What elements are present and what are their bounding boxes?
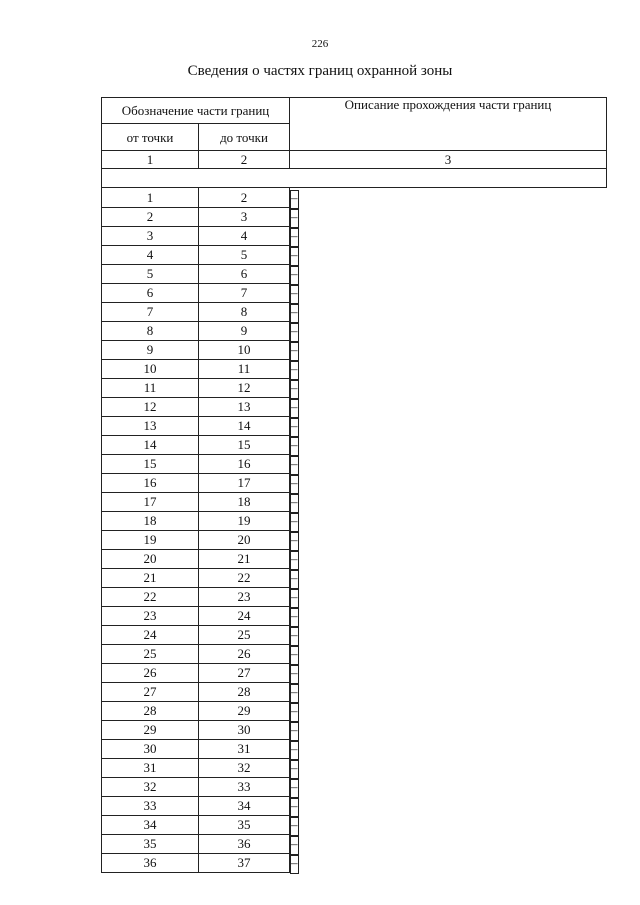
from-point-cell: 20 (102, 549, 199, 568)
description-cell: – (290, 722, 299, 741)
header-description: Описание прохождения части границ (290, 98, 607, 151)
from-point-cell: 24 (102, 625, 199, 644)
from-point-cell: 6 (102, 283, 199, 302)
table-row (102, 720, 607, 739)
description-cell: – (290, 646, 299, 665)
table-row (102, 359, 607, 378)
to-point-cell: 13 (199, 397, 290, 416)
header-boundary-designation: Обозначение части границ (102, 98, 290, 124)
table-row (102, 321, 607, 340)
table-body (102, 151, 607, 873)
table-row (102, 853, 607, 872)
table-row (102, 777, 607, 796)
to-point-cell: 33 (199, 777, 290, 796)
table-row (102, 511, 607, 530)
description-cell: – (290, 779, 299, 798)
column-number: 2 (199, 151, 290, 169)
description-cell: – (290, 266, 299, 285)
to-point-cell: 8 (199, 302, 290, 321)
to-point-cell: 26 (199, 644, 290, 663)
description-cell: – (290, 323, 299, 342)
table-row (102, 701, 607, 720)
table-row (102, 302, 607, 321)
from-point-cell: 13 (102, 416, 199, 435)
description-cell: – (290, 418, 299, 437)
description-cell: – (290, 627, 299, 646)
table-row (102, 606, 607, 625)
from-point-cell: 31 (102, 758, 199, 777)
to-point-cell: 5 (199, 245, 290, 264)
to-point-cell: 34 (199, 796, 290, 815)
to-point-cell: 28 (199, 682, 290, 701)
table-row (102, 682, 607, 701)
description-cell: – (290, 247, 299, 266)
to-point-cell: 19 (199, 511, 290, 530)
description-cell: – (290, 342, 299, 361)
from-point-cell: 29 (102, 720, 199, 739)
to-point-cell: 6 (199, 264, 290, 283)
to-point-cell: 3 (199, 207, 290, 226)
description-cell: – (290, 361, 299, 380)
table-row (102, 568, 607, 587)
to-point-cell: 32 (199, 758, 290, 777)
to-point-cell: 30 (199, 720, 290, 739)
table-row (102, 397, 607, 416)
table-row (102, 264, 607, 283)
table-row (102, 758, 607, 777)
from-point-cell: 8 (102, 321, 199, 340)
to-point-cell: 11 (199, 359, 290, 378)
to-point-cell: 4 (199, 226, 290, 245)
description-cell: – (290, 437, 299, 456)
table-row (102, 283, 607, 302)
from-point-cell: 36 (102, 853, 199, 872)
from-point-cell: 35 (102, 834, 199, 853)
page-number: 226 (311, 38, 329, 50)
table-row (102, 587, 607, 606)
from-point-cell: 26 (102, 663, 199, 682)
to-point-cell: 9 (199, 321, 290, 340)
header-from-point: от точки (102, 124, 199, 151)
to-point-cell: 15 (199, 435, 290, 454)
to-point-cell: 21 (199, 549, 290, 568)
boundary-parts-table (101, 97, 607, 873)
table-row (102, 245, 607, 264)
from-point-cell: 21 (102, 568, 199, 587)
to-point-cell: 16 (199, 454, 290, 473)
to-point-cell: 7 (199, 283, 290, 302)
from-point-cell: 30 (102, 739, 199, 758)
to-point-cell: 25 (199, 625, 290, 644)
description-cell: – (290, 532, 299, 551)
description-cell: – (290, 475, 299, 494)
to-point-cell: 37 (199, 853, 290, 872)
to-point-cell: 17 (199, 473, 290, 492)
to-point-cell: 23 (199, 587, 290, 606)
from-point-cell: 9 (102, 340, 199, 359)
description-cell: – (290, 665, 299, 684)
from-point-cell: 10 (102, 359, 199, 378)
from-point-cell: 19 (102, 530, 199, 549)
table-row (102, 815, 607, 834)
header-to-point: до точки (199, 124, 290, 151)
from-point-cell: 27 (102, 682, 199, 701)
to-point-cell: 10 (199, 340, 290, 359)
table-row (102, 530, 607, 549)
description-cell: – (290, 399, 299, 418)
description-cell: – (290, 551, 299, 570)
description-cell: – (290, 703, 299, 722)
description-cell: – (290, 760, 299, 779)
from-point-cell: 2 (102, 207, 199, 226)
description-cell: – (290, 380, 299, 399)
table-row (102, 226, 607, 245)
table-row (102, 663, 607, 682)
table-row (102, 796, 607, 815)
table-row (102, 834, 607, 853)
from-point-cell: 11 (102, 378, 199, 397)
description-cell: – (290, 456, 299, 475)
description-cell: – (290, 855, 299, 874)
from-point-cell: 1 (102, 188, 199, 208)
from-point-cell: 14 (102, 435, 199, 454)
table-row (102, 454, 607, 473)
from-point-cell: 16 (102, 473, 199, 492)
description-cell: – (290, 741, 299, 760)
table-row (102, 340, 607, 359)
description-cell: – (290, 836, 299, 855)
to-point-cell: 20 (199, 530, 290, 549)
table-row (102, 549, 607, 568)
to-point-cell: 24 (199, 606, 290, 625)
description-cell: – (290, 817, 299, 836)
column-number: 3 (290, 151, 607, 169)
description-cell: – (290, 513, 299, 532)
to-point-cell: 35 (199, 815, 290, 834)
description-cell: – (290, 285, 299, 304)
from-point-cell: 17 (102, 492, 199, 511)
from-point-cell: 34 (102, 815, 199, 834)
from-point-cell: 28 (102, 701, 199, 720)
document-title: Сведения о частях границ охранной зоны (187, 63, 453, 79)
to-point-cell: 27 (199, 663, 290, 682)
description-cell: – (290, 570, 299, 589)
table-row (102, 435, 607, 454)
to-point-cell: 36 (199, 834, 290, 853)
description-cell: – (290, 684, 299, 703)
to-point-cell: 31 (199, 739, 290, 758)
from-point-cell: 7 (102, 302, 199, 321)
from-point-cell: 32 (102, 777, 199, 796)
table-row (102, 416, 607, 435)
from-point-cell: 12 (102, 397, 199, 416)
to-point-cell: 2 (199, 188, 290, 208)
table-row (102, 625, 607, 644)
from-point-cell: 15 (102, 454, 199, 473)
description-cell: – (290, 209, 299, 228)
to-point-cell: 29 (199, 701, 290, 720)
description-cell: – (290, 228, 299, 247)
table-row (102, 378, 607, 397)
column-number: 1 (102, 151, 199, 169)
description-cell: – (290, 494, 299, 513)
description-cell: – (290, 304, 299, 323)
from-point-cell: 23 (102, 606, 199, 625)
table-row (102, 492, 607, 511)
table-row (102, 207, 607, 226)
from-point-cell: 22 (102, 587, 199, 606)
table-row (102, 473, 607, 492)
from-point-cell: 3 (102, 226, 199, 245)
description-cell: – (290, 589, 299, 608)
description-cell: – (290, 190, 299, 209)
table-row (102, 188, 607, 208)
description-cell: – (290, 798, 299, 817)
from-point-cell: 33 (102, 796, 199, 815)
table-row (102, 644, 607, 663)
to-point-cell: 14 (199, 416, 290, 435)
to-point-cell: 12 (199, 378, 290, 397)
from-point-cell: 4 (102, 245, 199, 264)
section-row (102, 169, 607, 188)
table-row (102, 739, 607, 758)
from-point-cell: 25 (102, 644, 199, 663)
to-point-cell: 22 (199, 568, 290, 587)
from-point-cell: 18 (102, 511, 199, 530)
from-point-cell: 5 (102, 264, 199, 283)
to-point-cell: 18 (199, 492, 290, 511)
description-cell: – (290, 608, 299, 627)
